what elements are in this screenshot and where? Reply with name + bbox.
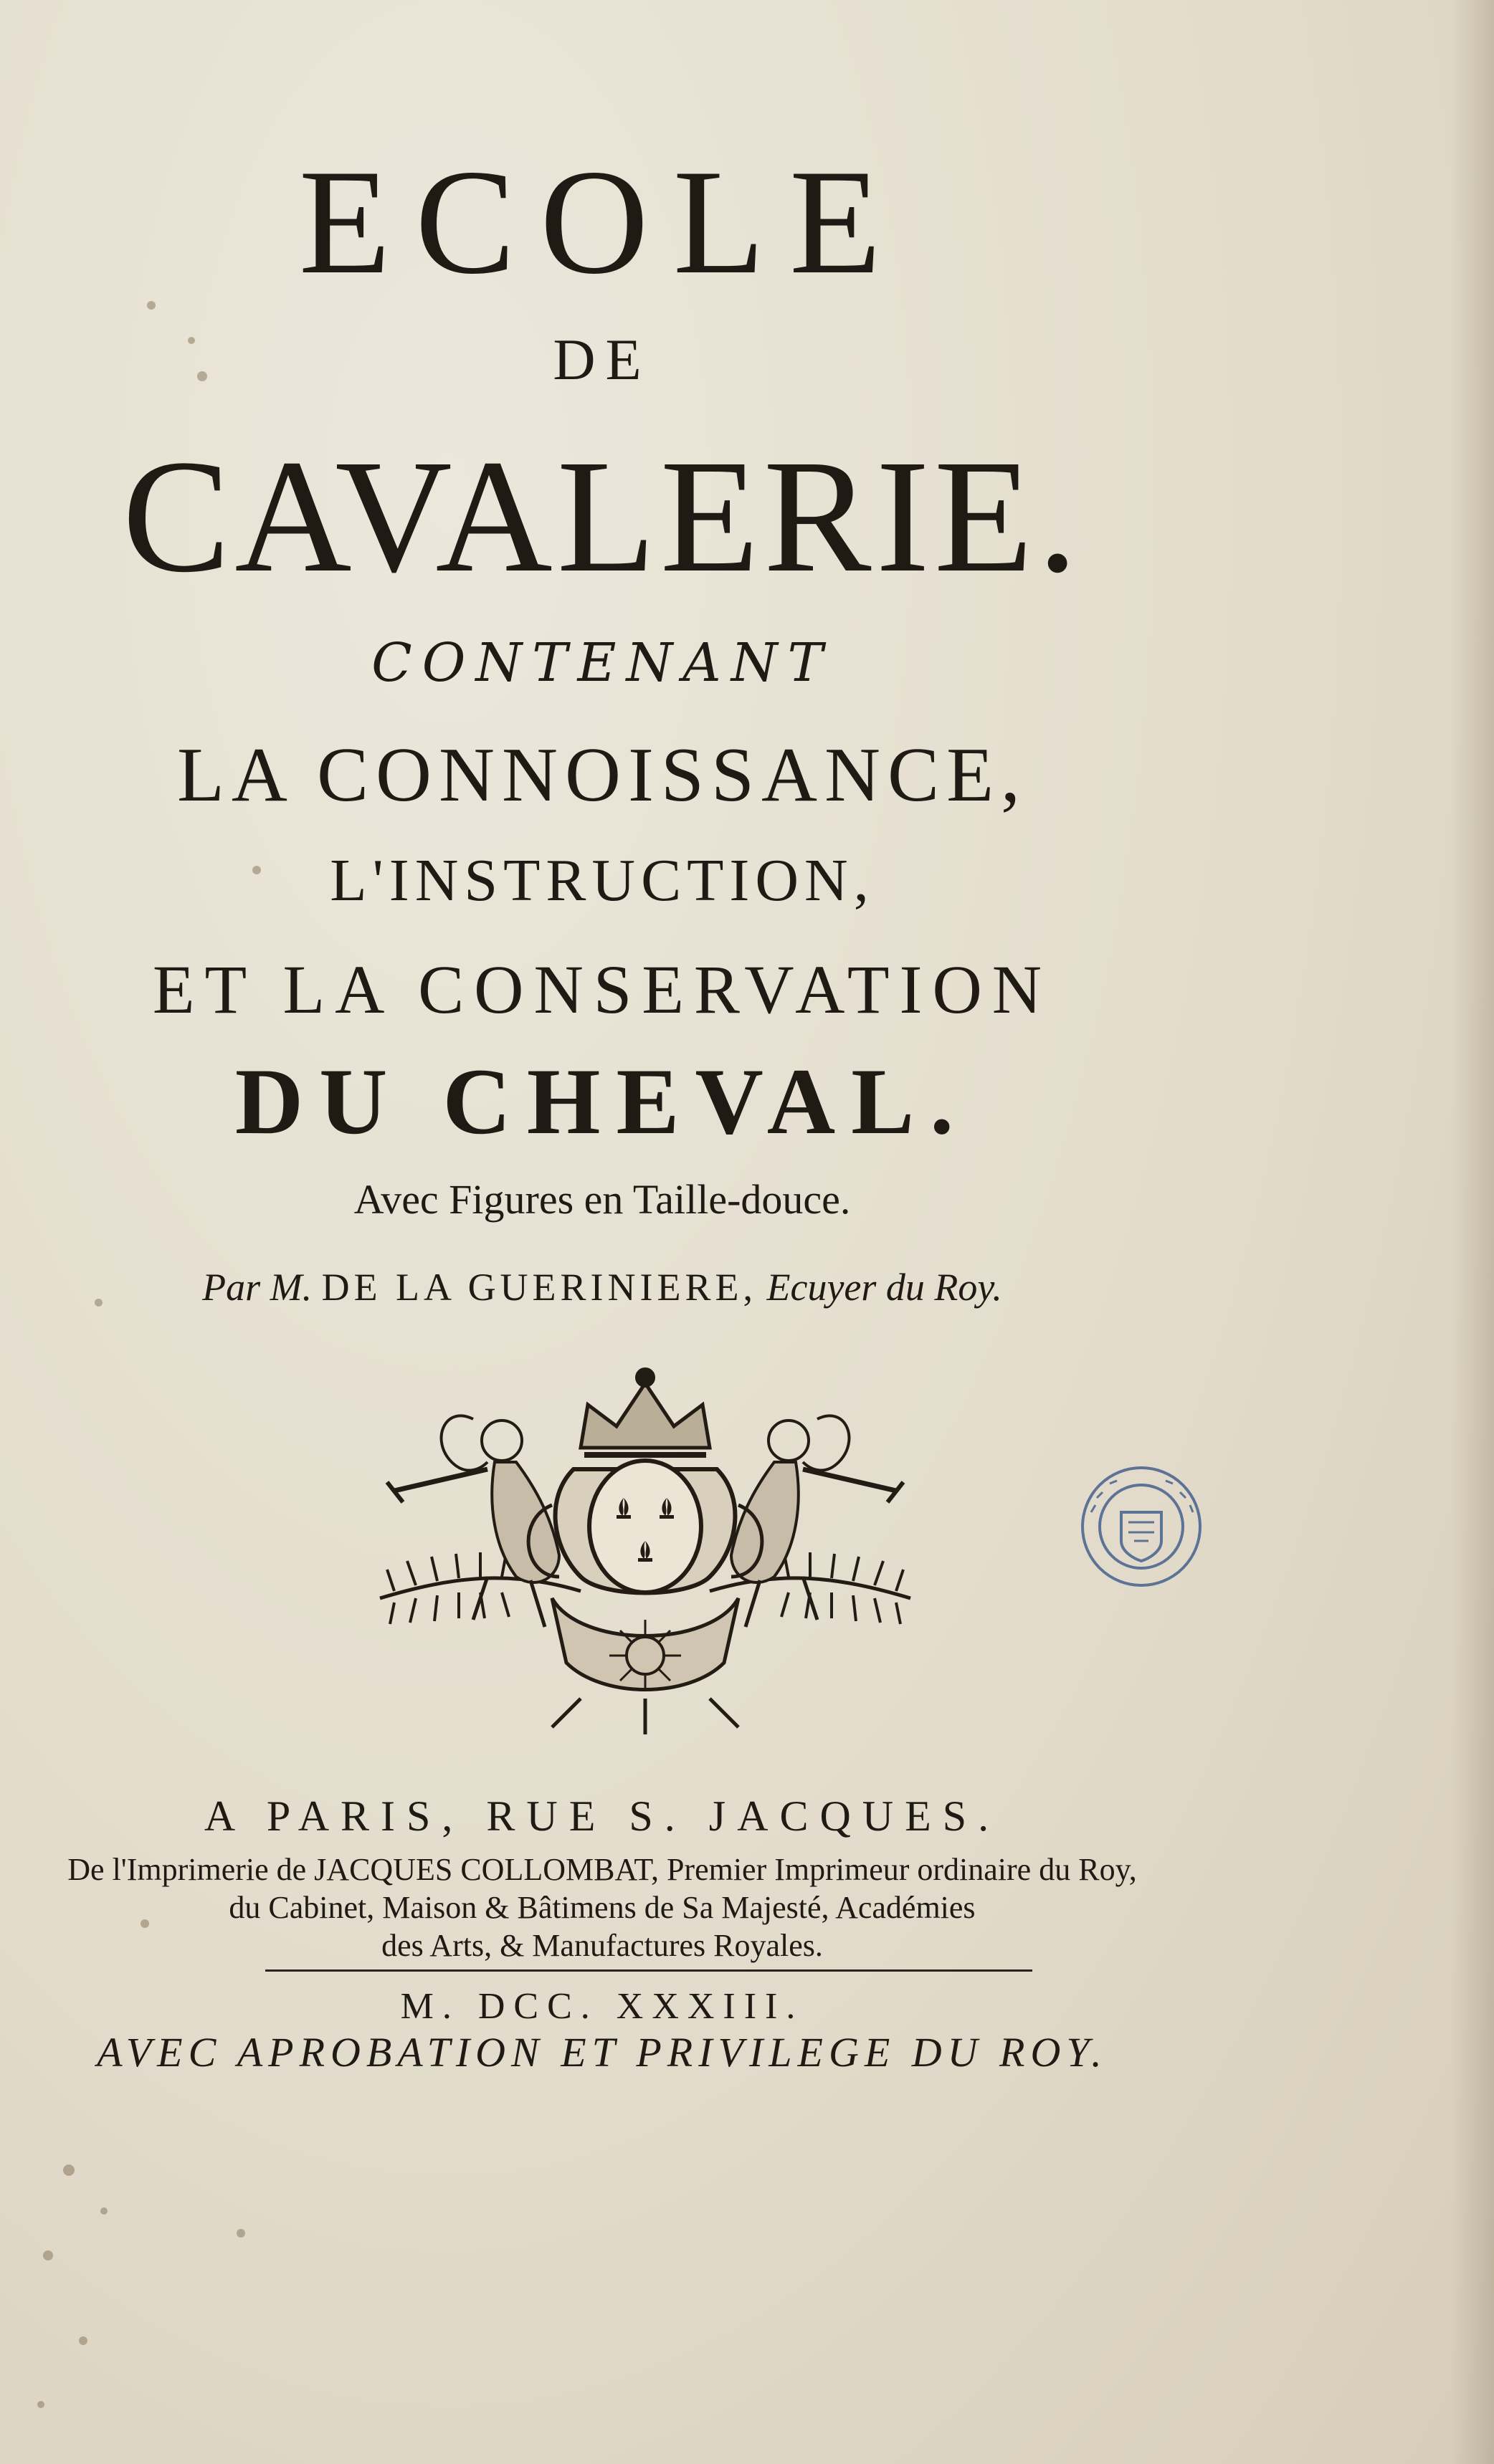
subtitle-instruction: L'INSTRUCTION,: [330, 847, 875, 914]
author-prefix: Par M.: [202, 1266, 313, 1309]
imprint-privilege: AVEC APROBATION ET PRIVILEGE DU ROY.: [97, 2029, 1108, 2076]
foxing-spot: [37, 2401, 44, 2408]
imprint-printer-line-1: De l'Imprimerie de JACQUES COLLOMBAT, Premier Imprimeur ordinaire du Roy,: [67, 1852, 1137, 1887]
foxing-spot: [43, 2250, 53, 2260]
page-edge-shadow: [1451, 0, 1494, 2464]
subtitle-contenant: CONTENANT: [371, 632, 833, 694]
title-de: DE: [553, 327, 652, 392]
foxing-spot: [63, 2164, 75, 2176]
author-title: Ecuyer du Roy.: [766, 1266, 1002, 1309]
imprint-date: M. DCC. XXXIII.: [400, 1986, 804, 2027]
imprint-printer-line-3: des Arts, & Manufactures Royales.: [381, 1928, 823, 1963]
foxing-spot: [79, 2336, 87, 2345]
figures-note: Avec Figures en Taille-douce.: [353, 1176, 851, 1223]
subtitle-du-cheval: DU CHEVAL.: [234, 1049, 970, 1154]
author-line: [0, 1265, 1204, 1309]
imprint-place: A PARIS, RUE S. JACQUES.: [204, 1792, 1001, 1840]
title-cavalerie: CAVALERIE.: [122, 426, 1083, 606]
subtitle-conservation: ET LA CONSERVATION: [152, 951, 1052, 1028]
subtitle-connoissance: LA CONNOISSANCE,: [176, 732, 1028, 818]
royal-arms-vignette: [366, 1362, 925, 1749]
author-name: DE LA GUERINIERE,: [321, 1266, 758, 1309]
foxing-spot: [100, 2207, 108, 2215]
divider-rule: [265, 1969, 1032, 1972]
foxing-spot: [237, 2229, 245, 2238]
title-ecole: ECOLE: [298, 139, 906, 305]
library-stamp: [1077, 1462, 1206, 1591]
imprint-printer-line-2: du Cabinet, Maison & Bâtimens de Sa Majesté, Académies: [229, 1890, 976, 1925]
